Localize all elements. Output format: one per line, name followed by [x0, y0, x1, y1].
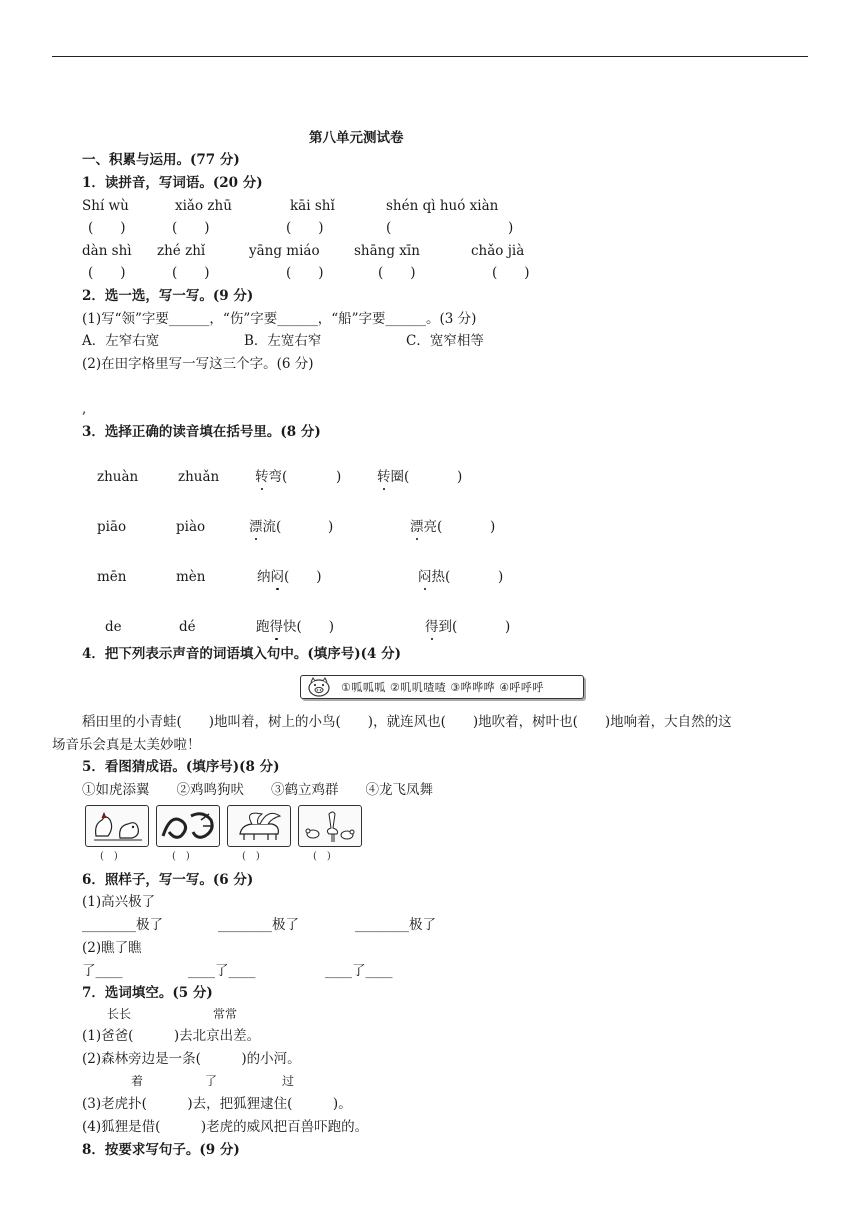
q6-title: 6．照样子，写一写。(6 分) — [82, 872, 254, 888]
fill-blank[interactable]: ________极了 — [218, 917, 299, 933]
page-title: 第八单元测试卷 — [309, 130, 404, 146]
pinyin-option: mèn — [176, 569, 206, 585]
picture-answer-blank[interactable]: ( ) — [172, 851, 190, 862]
q7-title: 7．选词填空。(5 分) — [82, 985, 213, 1001]
answer-blank-close: ) — [508, 220, 514, 236]
rooster-dog-icon — [86, 806, 148, 846]
q7-sentence-1: (1)爸爸( )去北京出差。 — [82, 1028, 261, 1044]
pinyin-option: piào — [176, 519, 206, 535]
q7-sentence-4: (4)狐狸是借( )老虎的威风把百兽吓跑的。 — [82, 1119, 369, 1135]
answer-blank[interactable]: ( ) — [88, 220, 126, 236]
pinyin-option: de — [105, 619, 122, 635]
winged-tiger-icon — [228, 806, 290, 846]
q7-sentence-3: (3)老虎扑( )去，把狐狸逮住( )。 — [82, 1096, 352, 1112]
answer-blank-open[interactable]: ( — [386, 220, 392, 236]
pinyin: yāng miáo — [249, 243, 320, 259]
q2-sub2: (2)在田字格里写一写这三个字。(6 分) — [82, 356, 314, 372]
q8-title: 8．按要求写句子。(9 分) — [82, 1142, 240, 1158]
sound-words-list: ①呱呱呱 ②叽叽喳喳 ③哗哗哗 ④呼呼呼 — [341, 681, 544, 694]
word-item: 漂亮( — [410, 519, 443, 535]
word-choice: 着 — [131, 1074, 144, 1088]
pinyin: zhé zhǐ — [157, 243, 206, 259]
word-item: 漂流( — [249, 519, 282, 535]
blank-close: ) — [336, 469, 342, 485]
q2-title: 2．选一选，写一写。(9 分) — [82, 288, 254, 304]
section-heading: 一、积累与运用。(77 分) — [82, 152, 240, 168]
answer-blank[interactable]: ( ) — [172, 265, 210, 281]
q6-sub1: (1)高兴极了 — [82, 894, 156, 910]
pinyin: Shí wù — [82, 198, 129, 214]
idiom-picture-4 — [298, 805, 362, 847]
pinyin: shāng xīn — [354, 243, 420, 259]
word-item: 跑得快( ) — [256, 619, 335, 635]
pinyin-option: zhuǎn — [178, 469, 220, 485]
word-choice: 长长 — [107, 1007, 132, 1021]
blank-close: ) — [490, 519, 496, 535]
idiom-picture-2 — [156, 805, 220, 847]
pinyin-option: dé — [179, 619, 196, 635]
pinyin: kāi shǐ — [290, 198, 335, 214]
dragon-phoenix-icon — [157, 806, 219, 846]
word-item: 得到( — [425, 619, 458, 635]
q4-sentence-line1: 稻田里的小青蛙( )地叫着，树上的小鸟( )，就连风也( )地吹着，树叶也( )地响着，大自然的这 — [82, 714, 732, 730]
q4-sentence-line2: 场音乐会真是太美妙啦！ — [52, 737, 201, 753]
q1-title: 1．读拼音，写词语。(20 分) — [82, 175, 263, 191]
q6-sub2: (2)瞧了瞧 — [82, 940, 142, 956]
answer-blank[interactable]: ( ) — [88, 265, 126, 281]
fill-blank[interactable]: ________极了 — [82, 917, 163, 933]
q3-title: 3．选择正确的读音填在括号里。(8 分) — [82, 424, 321, 440]
fill-blank[interactable]: 了____ — [82, 963, 123, 979]
pinyin: chǎo jià — [471, 243, 525, 259]
answer-blank[interactable]: ( ) — [286, 265, 324, 281]
blank-close: ) — [498, 569, 504, 585]
option-a: A．左窄右宽 — [82, 333, 160, 349]
word-item: 闷热( — [418, 569, 451, 585]
sound-words-banner — [300, 675, 584, 699]
word-item: 纳闷( ) — [257, 569, 322, 585]
idiom-options: ①如虎添翼 ②鸡鸣狗吠 ③鹤立鸡群 ④龙飞凤舞 — [82, 782, 433, 798]
fill-blank[interactable]: ____了____ — [325, 963, 393, 979]
idiom-picture-3 — [227, 805, 291, 847]
answer-blank[interactable]: ( ) — [172, 220, 210, 236]
answer-blank[interactable]: ( ) — [286, 220, 324, 236]
fill-blank[interactable]: ____了____ — [188, 963, 256, 979]
option-c: C．宽窄相等 — [406, 333, 484, 349]
word-item: 转弯( — [255, 469, 288, 485]
header-rule — [52, 56, 808, 57]
q5-title: 5．看图猜成语。(填序号)(8 分) — [82, 759, 280, 775]
pinyin: xiǎo zhū — [175, 198, 232, 214]
pinyin-option: mēn — [97, 569, 127, 585]
stray-mark: , — [82, 401, 87, 417]
blank-close: ) — [505, 619, 511, 635]
word-choice: 过 — [282, 1074, 295, 1088]
q7-sentence-2: (2)森林旁边是一条( )的小河。 — [82, 1051, 301, 1067]
pinyin: dàn shì — [82, 243, 132, 259]
option-b: B．左宽右窄 — [244, 333, 322, 349]
answer-blank[interactable]: ( ) — [378, 265, 416, 281]
fill-blank[interactable]: ________极了 — [355, 917, 436, 933]
pinyin-option: piāo — [97, 519, 127, 535]
word-choice: 常常 — [213, 1007, 238, 1021]
picture-answer-blank[interactable]: ( ) — [313, 851, 331, 862]
pinyin-option: zhuàn — [97, 469, 139, 485]
picture-answer-blank[interactable]: ( ) — [242, 851, 260, 862]
blank-close: ) — [328, 519, 334, 535]
word-item: 转圈( — [377, 469, 410, 485]
pinyin: shén qì huó xiàn — [386, 198, 499, 214]
answer-blank[interactable]: ( ) — [492, 265, 530, 281]
picture-answer-blank[interactable]: ( ) — [100, 851, 118, 862]
q4-title: 4．把下列表示声音的词语填入句中。(填序号)(4 分) — [82, 646, 402, 662]
word-choice: 了 — [205, 1074, 218, 1088]
crane-chickens-icon — [299, 806, 361, 846]
idiom-picture-1 — [85, 805, 149, 847]
q2-sub1: (1)写“领”字要______，“伤”字要______，“船”字要______。(3 分) — [82, 311, 477, 327]
blank-close: ) — [457, 469, 463, 485]
pig-mascot-icon — [305, 676, 333, 698]
